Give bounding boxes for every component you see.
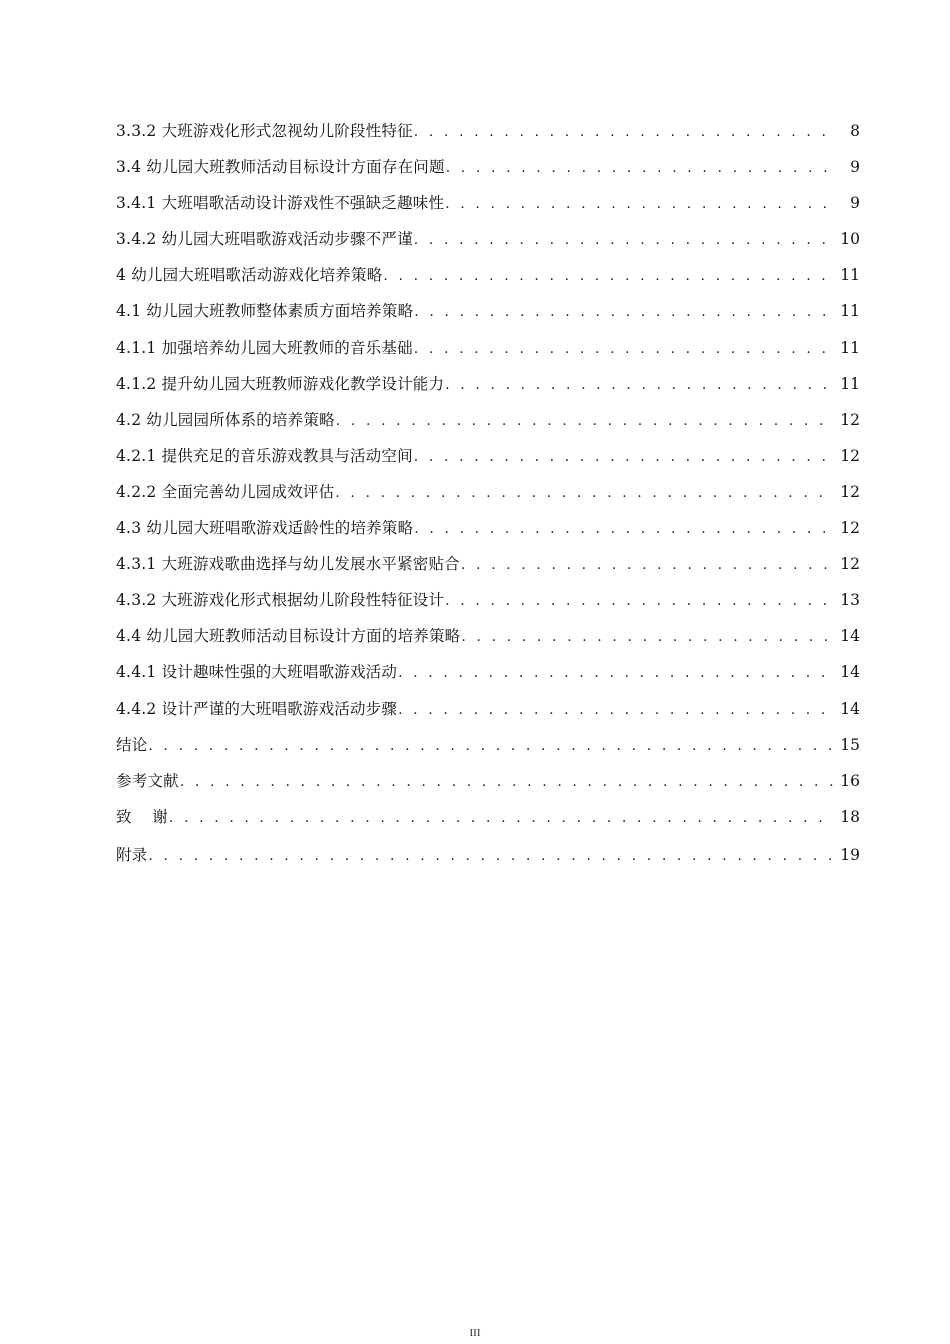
toc-dot-leader bbox=[383, 258, 834, 294]
toc-entry-page: 9 bbox=[850, 158, 860, 177]
toc-entry-title: 3.4.1 大班唱歌活动设计游戏性不强缺乏趣味性 bbox=[116, 194, 445, 213]
toc-entry-page: 12 bbox=[840, 446, 860, 465]
toc-entry[interactable] bbox=[116, 546, 860, 582]
toc-entry-title: 4.1 幼儿园大班教师整体素质方面培养策略 bbox=[116, 302, 414, 321]
toc-dot-leader bbox=[398, 655, 834, 691]
toc-dot-leader bbox=[398, 692, 834, 728]
toc-dot-leader bbox=[414, 114, 838, 150]
toc-dot-leader bbox=[445, 186, 838, 222]
toc-dot-leader bbox=[148, 838, 834, 874]
toc-entry-page: 19 bbox=[840, 845, 860, 864]
toc-entry[interactable] bbox=[116, 438, 860, 474]
toc-dot-leader bbox=[461, 547, 834, 583]
toc-dot-leader bbox=[446, 150, 838, 186]
toc-entry-title: 参考文献 bbox=[116, 771, 179, 790]
toc-dot-leader bbox=[414, 294, 834, 330]
toc-dot-leader bbox=[445, 367, 834, 403]
toc-entry[interactable] bbox=[116, 837, 860, 873]
toc-entry[interactable] bbox=[116, 799, 860, 835]
toc-entry[interactable] bbox=[116, 221, 860, 257]
toc-entry[interactable] bbox=[116, 582, 860, 618]
toc-entry[interactable] bbox=[116, 149, 860, 185]
toc-entry-title: 4.2.1 提供充足的音乐游戏教具与活动空间 bbox=[116, 446, 413, 465]
toc-entry-title: 4.4.1 设计趣味性强的大班唱歌游戏活动 bbox=[116, 663, 398, 682]
toc-entry-title: 3.4 幼儿园大班教师活动目标设计方面存在问题 bbox=[116, 158, 445, 177]
toc-entry-title: 4.4 幼儿园大班教师活动目标设计方面的培养策略 bbox=[116, 627, 461, 646]
toc-entry-page: 9 bbox=[850, 194, 860, 213]
toc-entry-page: 15 bbox=[840, 735, 860, 754]
toc-entry[interactable] bbox=[116, 113, 860, 149]
toc-entry-page: 12 bbox=[840, 555, 860, 574]
toc-dot-leader bbox=[148, 728, 834, 764]
toc-entry-title: 4.3.2 大班游戏化形式根据幼儿阶段性特征设计 bbox=[116, 591, 445, 610]
toc-entry[interactable] bbox=[116, 474, 860, 510]
toc-entry-title: 致 谢 bbox=[116, 807, 168, 826]
toc-entry[interactable] bbox=[116, 402, 860, 438]
toc-dot-leader bbox=[414, 511, 834, 547]
toc-entry[interactable] bbox=[116, 727, 860, 763]
toc-dot-leader bbox=[180, 764, 834, 800]
toc-entry[interactable] bbox=[116, 654, 860, 690]
toc-dot-leader bbox=[336, 403, 834, 439]
toc-entry-page: 12 bbox=[840, 410, 860, 429]
toc-dot-leader bbox=[335, 475, 834, 511]
toc-entry-page: 10 bbox=[840, 230, 860, 249]
toc-entry-page: 11 bbox=[840, 266, 860, 285]
toc-entry-title: 附录 bbox=[116, 845, 148, 864]
toc-dot-leader bbox=[414, 439, 834, 475]
toc-entry-title: 4.2.2 全面完善幼儿园成效评估 bbox=[116, 482, 335, 501]
toc-entry-page: 18 bbox=[840, 807, 860, 826]
toc-entry-page: 12 bbox=[840, 482, 860, 501]
toc-entry[interactable] bbox=[116, 257, 860, 293]
toc-entry-page: 11 bbox=[840, 338, 860, 357]
toc-entry-title: 3.4.2 幼儿园大班唱歌游戏活动步骤不严谨 bbox=[116, 230, 413, 249]
toc-entry-title: 4.3.1 大班游戏歌曲选择与幼儿发展水平紧密贴合 bbox=[116, 555, 460, 574]
toc-entry-title: 4.1.2 提升幼儿园大班教师游戏化教学设计能力 bbox=[116, 374, 445, 393]
toc-entry[interactable] bbox=[116, 185, 860, 221]
toc-entry-page: 13 bbox=[840, 591, 860, 610]
toc-dot-leader bbox=[169, 800, 834, 836]
toc-entry-title: 结论 bbox=[116, 735, 148, 754]
toc-entry[interactable] bbox=[116, 330, 860, 366]
toc-entry-title: 3.3.2 大班游戏化形式忽视幼儿阶段性特征 bbox=[116, 122, 413, 140]
toc-entry-title: 4.1.1 加强培养幼儿园大班教师的音乐基础 bbox=[116, 338, 413, 357]
table-of-contents bbox=[116, 113, 860, 873]
toc-entry[interactable] bbox=[116, 618, 860, 654]
toc-dot-leader bbox=[445, 583, 834, 619]
toc-entry-title: 4.2 幼儿园园所体系的培养策略 bbox=[116, 410, 335, 429]
toc-entry-page: 14 bbox=[840, 663, 860, 682]
toc-entry-page: 11 bbox=[840, 302, 860, 321]
toc-entry[interactable] bbox=[116, 763, 860, 799]
page-number-footer: III bbox=[469, 1327, 481, 1339]
toc-entry-title: 4.3 幼儿园大班唱歌游戏适龄性的培养策略 bbox=[116, 519, 414, 538]
toc-entry-page: 16 bbox=[840, 771, 860, 790]
toc-entry[interactable] bbox=[116, 293, 860, 329]
toc-entry-page: 12 bbox=[840, 519, 860, 538]
toc-entry[interactable] bbox=[116, 691, 860, 727]
toc-entry-page: 8 bbox=[850, 122, 860, 140]
toc-entry-page: 14 bbox=[840, 699, 860, 718]
toc-entry[interactable] bbox=[116, 366, 860, 402]
toc-entry-page: 11 bbox=[840, 374, 860, 393]
toc-dot-leader bbox=[461, 619, 834, 655]
toc-entry[interactable] bbox=[116, 510, 860, 546]
toc-entry-page: 14 bbox=[840, 627, 860, 646]
toc-dot-leader bbox=[414, 222, 834, 258]
toc-entry-title: 4.4.2 设计严谨的大班唱歌游戏活动步骤 bbox=[116, 699, 398, 718]
toc-entry-title: 4 幼儿园大班唱歌活动游戏化培养策略 bbox=[116, 266, 383, 285]
toc-dot-leader bbox=[414, 331, 834, 367]
